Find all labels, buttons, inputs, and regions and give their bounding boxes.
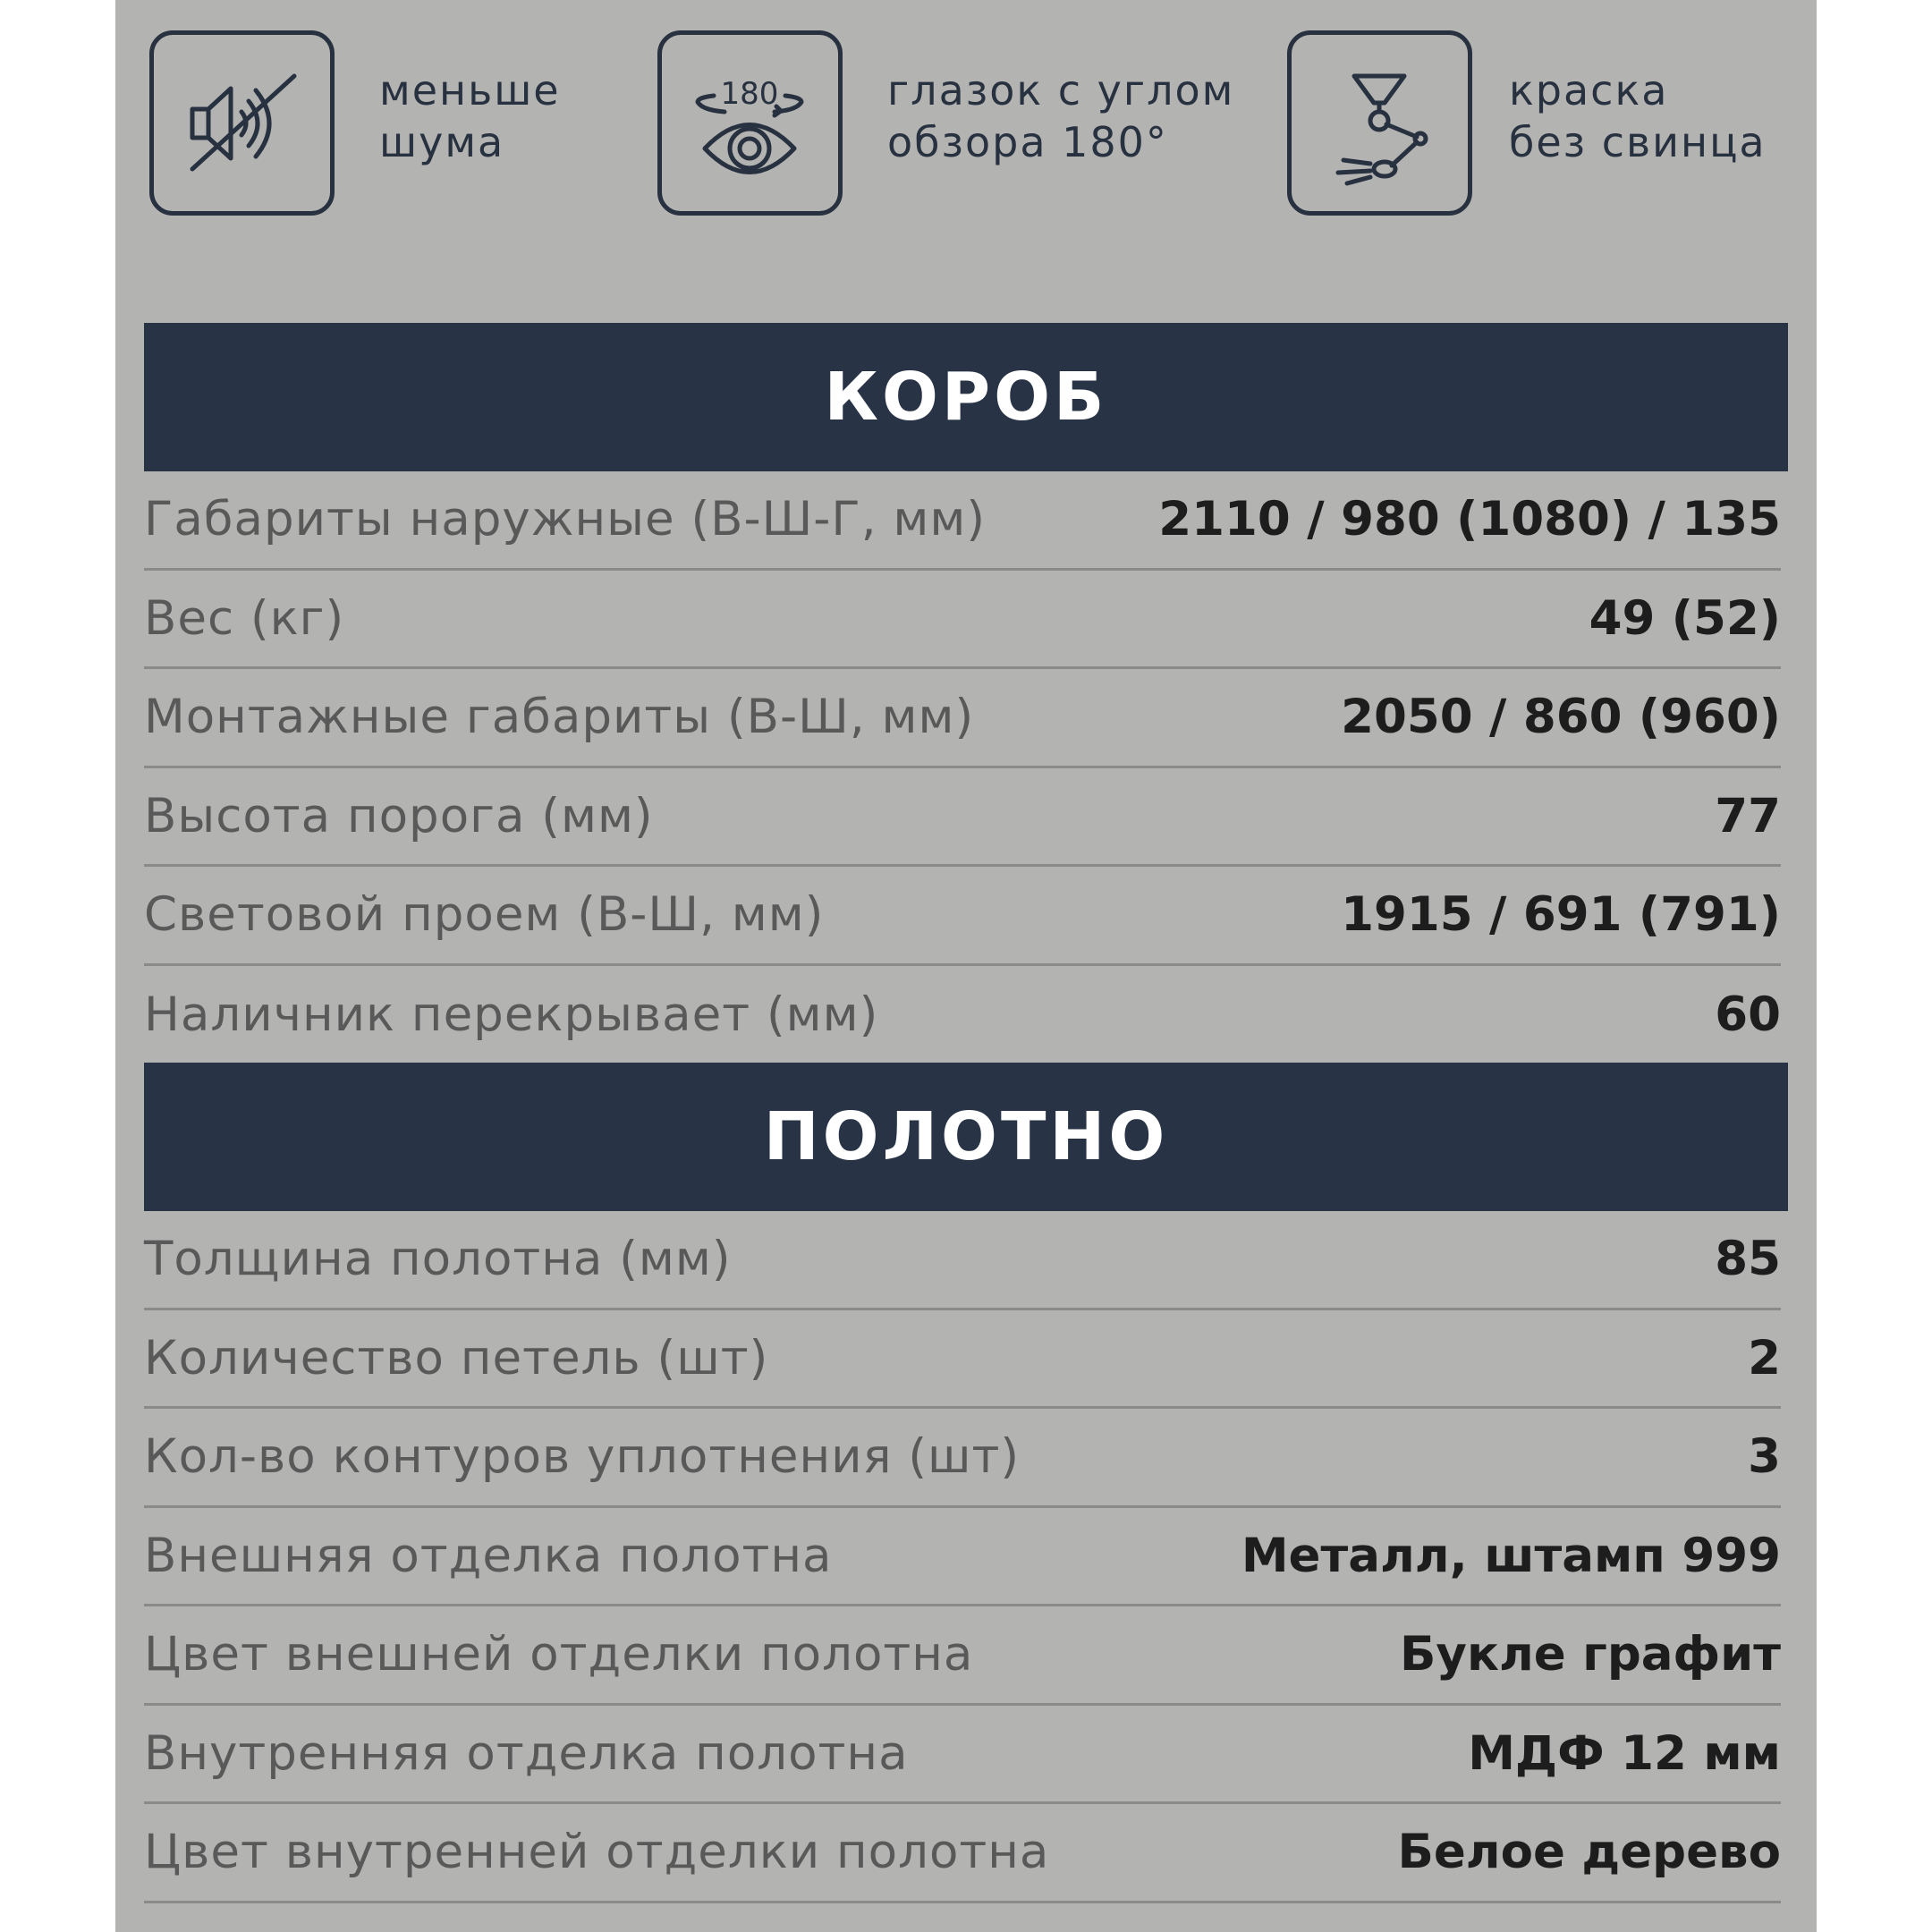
- row-label: Количество петель (шт): [144, 1330, 769, 1385]
- feature-strip: [115, 0, 1817, 268]
- section-header-polotno: [144, 1063, 1788, 1211]
- table-row: [144, 1706, 1781, 1805]
- peephole-angle-text: 180: [720, 76, 779, 112]
- table-row: [144, 768, 1781, 868]
- row-value: 85: [1715, 1232, 1781, 1287]
- row-label: Габариты наружные (В-Ш-Г, мм): [144, 492, 987, 547]
- spray-robot-icon: [1287, 30, 1472, 216]
- row-label: Внешняя отделка полотна: [144, 1528, 833, 1583]
- row-value: 60: [1715, 987, 1781, 1043]
- feature-label: краска без свинца: [1509, 66, 1767, 166]
- feature-label: меньше шума: [379, 66, 561, 166]
- table-row: [144, 1804, 1781, 1903]
- row-value: 77: [1715, 788, 1781, 843]
- table-row: [144, 1211, 1781, 1310]
- row-label: Кол-во контуров уплотнения (шт): [144, 1429, 1021, 1485]
- table-row: [144, 1606, 1781, 1706]
- row-label: Высота порога (мм): [144, 788, 654, 843]
- spec-panel: [115, 0, 1817, 1932]
- spec-table-korob: [144, 471, 1781, 1064]
- row-value: 2050 / 860 (960): [1341, 690, 1781, 745]
- row-label: Вес (кг): [144, 590, 345, 646]
- row-value: 1915 / 691 (791): [1341, 887, 1781, 943]
- row-value: 2: [1748, 1330, 1781, 1385]
- table-row: [144, 1409, 1781, 1508]
- row-label: Цвет внешней отделки полотна: [144, 1627, 974, 1682]
- spec-table-polotno: [144, 1211, 1781, 1903]
- table-row: [144, 471, 1781, 571]
- row-value: МДФ 12 мм: [1468, 1725, 1781, 1781]
- table-row: [144, 1508, 1781, 1607]
- table-row: [144, 571, 1781, 670]
- row-label: Толщина полотна (мм): [144, 1232, 732, 1287]
- feature-label: глазок с углом обзора 180°: [887, 66, 1235, 166]
- section-title: ПОЛОТНО: [763, 1098, 1169, 1175]
- row-label: Внутренняя отделка полотна: [144, 1725, 909, 1781]
- section-title: КОРОБ: [824, 359, 1108, 436]
- row-label: Наличник перекрывает (мм): [144, 987, 879, 1043]
- row-value: 3: [1748, 1429, 1781, 1485]
- row-label: Световой проем (В-Ш, мм): [144, 887, 825, 943]
- table-row: [144, 966, 1781, 1065]
- peephole-180-icon: [657, 30, 843, 216]
- section-header-korob: [144, 323, 1788, 471]
- table-row: [144, 1310, 1781, 1410]
- table-row: [144, 867, 1781, 966]
- row-value: Металл, штамп 999: [1241, 1528, 1781, 1583]
- row-value: Белое дерево: [1397, 1825, 1781, 1880]
- noise-off-icon: [149, 30, 335, 216]
- row-label: Монтажные габариты (В-Ш, мм): [144, 690, 975, 745]
- row-value: 49 (52): [1589, 590, 1781, 646]
- row-label: Цвет внутренней отделки полотна: [144, 1825, 1050, 1880]
- row-value: Букле графит: [1400, 1627, 1781, 1682]
- row-value: 2110 / 980 (1080) / 135: [1158, 492, 1781, 547]
- table-row: [144, 669, 1781, 768]
